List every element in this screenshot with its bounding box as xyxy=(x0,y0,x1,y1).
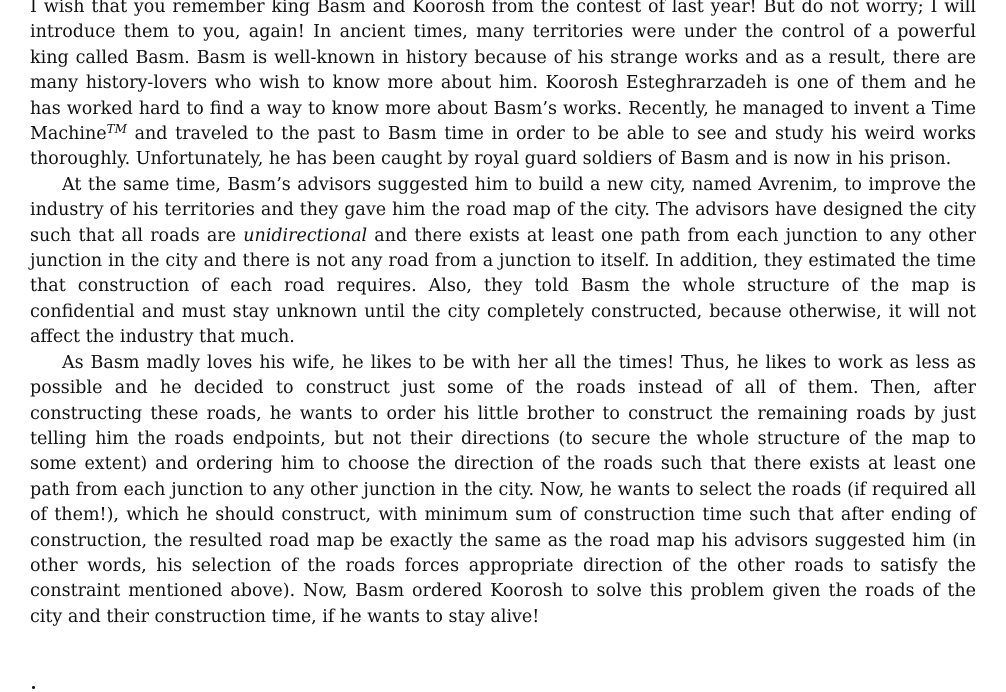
intro-text-part-1: I wish that you remember king Basm and Koorosh from the contest of last year! But do not worry; I will introduce them to you, again! In ancient times, many territories were under the control of a powerful king called Basm. Basm is well-known in history because of his strange works and as a result, there are many history-lovers who wish to know more about him. Koorosh Esteghrarzadeh is one of them and he has worked hard to find a way to know more about Basm’s works. Recently, he managed to invent a Time Machine xyxy=(30,0,976,145)
trademark-superscript: TM xyxy=(106,122,127,137)
paragraph-intro xyxy=(30,0,976,173)
city-text-part-2: and there exists at least one path from each junction to any other junction in the city and there is not any road from a junction to itself. In addition, they estimated the time that construction of each road requires. Also, they told Basm the whole structure of the map is confidential and must stay unknown until the city completely constructed, because otherwise, it will not affect the industry that much. xyxy=(30,225,976,348)
stray-dot-mark xyxy=(32,686,35,689)
problem-statement xyxy=(30,0,976,630)
city-text-part-1: At the same time, Basm’s advisors suggested him to build a new city, named Avrenim, to improve the industry of his territories and they gave him the road map of the city. The advisors have designed the city such that all roads are xyxy=(30,174,976,246)
paragraph-city xyxy=(30,173,976,351)
paragraph-task xyxy=(30,351,976,630)
intro-text-part-2: and traveled to the past to Basm time in order to be able to see and study his weird works thoroughly. Unfortunately, he has been caught by royal guard soldiers of Basm and is now in his prison. xyxy=(30,124,976,170)
emphasized-term: unidirectional xyxy=(243,225,368,246)
task-text: As Basm madly loves his wife, he likes to be with her all the times! Thus, he likes to work as less as possible and he decided to construct just some of the roads instead of all of them. Then, after constructing these roads, he wants to order his little brother to construct the remaining roads by just telling him the roads endpoints, but not their directions (to secure the whole structure of the map to some extent) and ordering him to choose the direction of the roads such that there exists at least one path from each junction to any other junction in the city. Now, he wants to select the roads (if required all of them!), which he should construct, with minimum sum of construction time such that after ending of construction, the resulted road map be exactly the same as the road map his advisors suggested him (in other words, his selection of the roads forces appropriate direction of the other roads to satisfy the constraint mentioned above). Now, Basm ordered Koorosh to solve this problem given the roads of the city and their construction time, if he wants to stay alive! xyxy=(30,352,976,627)
